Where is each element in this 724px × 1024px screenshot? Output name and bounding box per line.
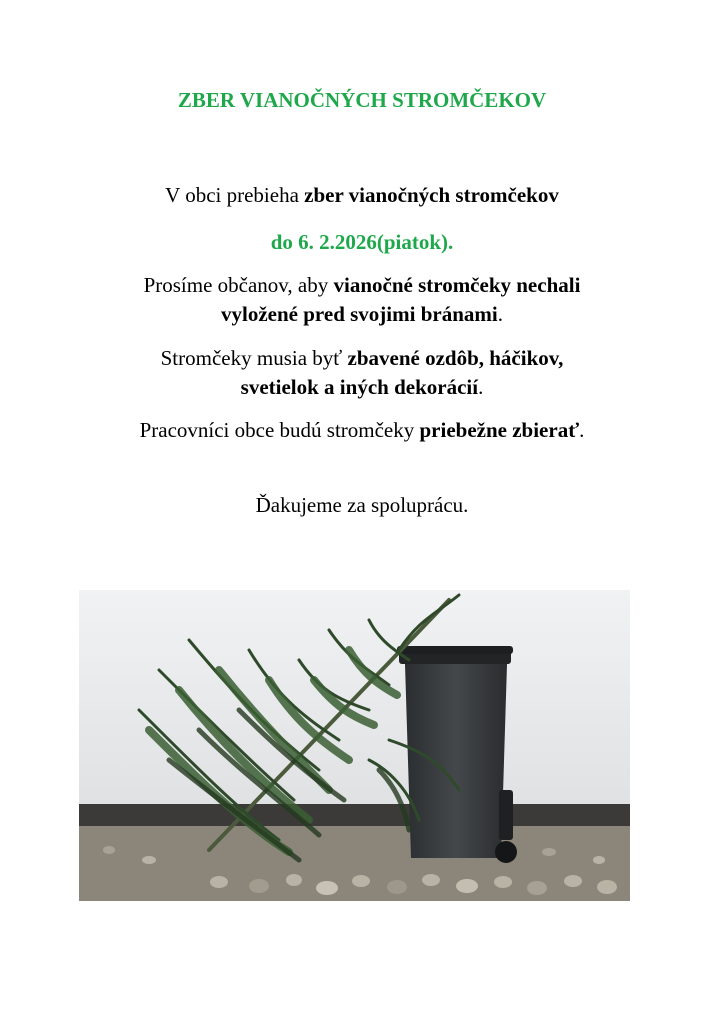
intro-text: V obci prebieha xyxy=(165,183,305,207)
intro-bold: zber vianočných stromčekov xyxy=(304,183,559,207)
collection-text: Pracovníci obce budú stromčeky xyxy=(139,418,420,442)
wall-base xyxy=(79,804,630,826)
trash-bin xyxy=(397,646,517,863)
request-bold-1: vianočné stromčeky nechali xyxy=(333,273,581,297)
request-end: . xyxy=(497,302,503,326)
collection-end: . xyxy=(579,418,585,442)
requirement-paragraph xyxy=(0,344,724,402)
thanks-line: Ďakujeme za spoluprácu. xyxy=(255,493,469,517)
gravel-ground xyxy=(79,826,630,901)
request-bold-2: vyložené pred svojimi bránami xyxy=(221,302,498,326)
requirement-end: . xyxy=(478,375,484,399)
collection-bold: priebežne zbierať xyxy=(419,418,580,442)
notice-title: ZBER VIANOČNÝCH STROMČEKOV xyxy=(177,88,547,112)
collection-paragraph xyxy=(0,416,724,445)
request-text: Prosíme občanov, aby xyxy=(143,273,334,297)
intro-line xyxy=(0,181,724,210)
request-paragraph xyxy=(0,271,724,329)
deadline-date: do 6. 2.2026(piatok). xyxy=(270,230,454,254)
requirement-bold-1: zbavené ozdôb, háčikov, xyxy=(347,346,564,370)
requirement-text: Stromčeky musia byť xyxy=(160,346,348,370)
requirement-bold-2: svetielok a iných dekorácií xyxy=(240,375,479,399)
christmas-tree-photo xyxy=(79,590,630,901)
